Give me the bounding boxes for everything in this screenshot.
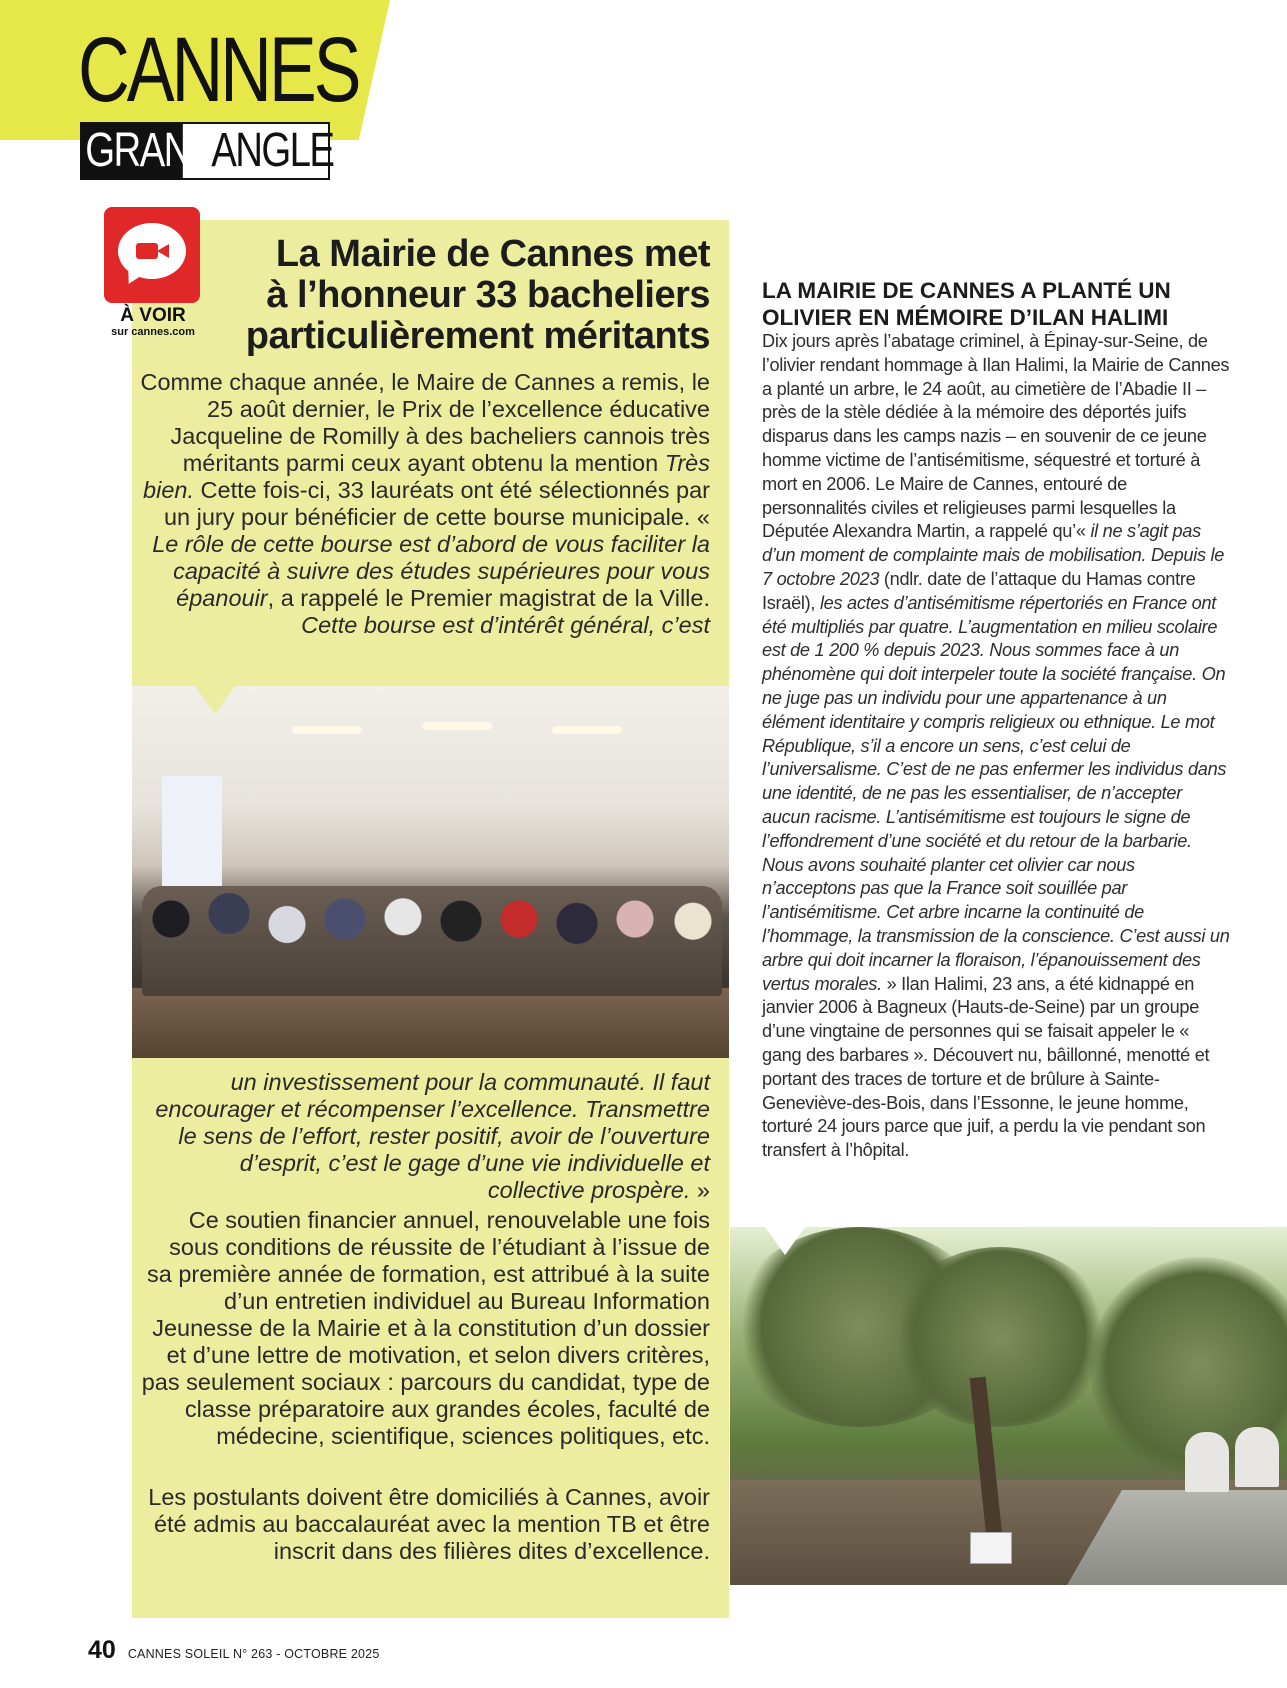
section-tag-light: ANGLE: [211, 124, 334, 177]
olive-tree-canopy: [890, 1247, 1110, 1427]
text-run: Comme chaque année, le Maire de Cannes a remis, le 25 août dernier, le Prix de l’excellence éducative Jacqueline de Romilly à des bacheliers cannois très méritants parmi ceux ayant obtenu la mention: [140, 369, 710, 476]
text-run: »: [690, 1177, 710, 1203]
section-tag-dark: GRAND: [82, 124, 183, 178]
article-headline: [205, 234, 710, 357]
camera-lens: [157, 244, 169, 258]
headline-line: particulièrement méritants: [245, 315, 710, 357]
photo-notch: [765, 1227, 805, 1255]
article-paragraph-3: Ce soutien financier annuel, renouvelable une fois sous conditions de réussite de l’étudiant à l’issue de sa première année de formation, est attribué à la suite d’un entretien individuel au Bureau Information Jeunesse de la Mairie et à la constitution d’un dossier et d’une lettre de motivation, et selon divers critères, pas seulement sociaux : parcours du candidat, type de classe préparatoire aux grandes écoles, faculté de médecine, scientifique, sciences politiques, etc.: [141, 1207, 710, 1449]
title-line: LA MAIRIE DE CANNES A PLANTÉ UN: [762, 278, 1171, 303]
floor: [132, 988, 729, 1058]
video-label[interactable]: À VOIR: [120, 305, 186, 326]
memorial-stele: [1185, 1432, 1229, 1492]
memorial-stele: [1235, 1427, 1279, 1487]
quote-italic: il ne s’agit pas d’un moment de complainte mais de mobilisation. Depuis le 7 octobre 2023: [762, 521, 1225, 589]
video-badge[interactable]: [104, 207, 200, 303]
publication-info: CANNES SOLEIL N° 263 - OCTOBRE 2025: [127, 1647, 380, 1661]
text-run: » Ilan Halimi, 23 ans, a été kidnappé en janvier 2006 à Bagneux (Hauts-de-Seine) par un groupe d’une vingtaine de personnes qui se faisait appeler le « gang des barbares ». Découvert nu, bâillonné, menotté et portant des traces de torture et de brûlure à Sainte-Geneviève-des-Bois, dans l’Essonne, le jeune homme, torturé 24 jours parce que juif, a perdu la vie pendant son transfert à l’hôpital.: [762, 973, 1210, 1161]
ceiling-light: [292, 726, 362, 734]
section-tag: [80, 122, 334, 180]
article-paragraph-4: Les postulants doivent être domiciliés à Cannes, avoir été admis au baccalauréat avec la mention TB et être inscrit dans des filières dites d’excellence.: [148, 1484, 710, 1564]
text-run: , a rappelé le Premier magistrat de la Ville.: [267, 585, 710, 611]
ceiling-light: [422, 722, 492, 730]
text-run: Dix jours après l’abatage criminel, à Épinay-sur-Seine, de l’olivier rendant hommage à Ilan Halimi, la Mairie de Cannes a planté un arbre, le 24 août, au cimetière de l’Abadie II – près de la stèle dédiée à la mémoire des déportés juifs disparus dans les camps nazis – en souvenir de ce jeune homme victime de l’antisémitisme, séquestré et torturé à mort en 2006. Le Maire de Cannes, entouré de personnalités civiles et religieuses parmi lesquelles la Députée Alexandra Martin, a rappelé qu’«: [762, 331, 1230, 542]
memorial-plaque: [970, 1532, 1012, 1564]
group-of-laureates: [142, 886, 722, 996]
olive-tree-photo: [730, 1227, 1287, 1585]
video-sublabel[interactable]: sur cannes.com: [111, 326, 195, 338]
page-number: 40: [88, 1636, 116, 1664]
article-paragraph-1: [140, 369, 710, 639]
title-line: OLIVIER EN MÉMOIRE D’ILAN HALIMI: [762, 305, 1169, 330]
photo-notch: [195, 686, 235, 714]
headline-line: à l’honneur 33 bacheliers: [266, 274, 710, 316]
side-article-title: [762, 277, 1222, 331]
quote-italic: Le rôle de cette bourse est d’abord de vous faciliter la capacité à suivre des études supérieures pour vous épanouir: [152, 531, 710, 611]
quote-italic: un investissement pour la communauté. Il faut encourager et récompenser l’excellence. Transmettre le sens de l’effort, rester positif, avoir de l’ouverture d’esprit, c’est le gage d’une vie individuelle et collective prospère.: [155, 1069, 710, 1203]
headline-line: La Mairie de Cannes met: [275, 233, 710, 275]
ceremony-photo: [132, 686, 729, 1058]
text-run-italic: Très bien.: [143, 450, 710, 503]
section-brand: CANNES: [78, 19, 359, 121]
text-run: (ndlr. date de l’attaque du Hamas contre Israël),: [762, 568, 1196, 613]
quote-italic: les actes d’antisémitisme répertoriés en France ont été multipliés par quatre. L’augmentation en milieu scolaire est de 1 200 % depuis 2023. Nous sommes face à un phénomène qui doit interpeler toute la société française. On ne juge pas un individu pour une appartenance à un élément identitaire y compris religieux ou ethnique. Le mot République, s’il a encore un sens, c’est celui de l’universalisme. C’est de ne pas enfermer les individus dans une identité, de ne pas les essentialiser, de n’accepter aucun racisme. L’antisémitisme est toujours le signe de l’effondrement d’une société et du retour de la barbarie. Nous avons souhaité planter cet olivier car nous n’acceptons pas que la France soit souillée par l’antisémitisme. Cet arbre incarne la continuité de l’hommage, la transmission de la conscience. C’est aussi un arbre qui doit incarner la floraison, l’épanouissement des vertus morales.: [762, 592, 1230, 994]
article-paragraph-2: [140, 1069, 710, 1204]
camera-body: [136, 243, 158, 259]
side-article-body: [762, 330, 1232, 1163]
ceiling-light: [552, 726, 622, 734]
text-run: Cette fois-ci, 33 lauréats ont été sélectionnés par un jury pour bénéficier de cette bourse municipale. «: [163, 477, 710, 530]
quote-italic: Cette bourse est d’intérêt général, c’est: [301, 612, 710, 638]
page-footer: [88, 1636, 380, 1665]
